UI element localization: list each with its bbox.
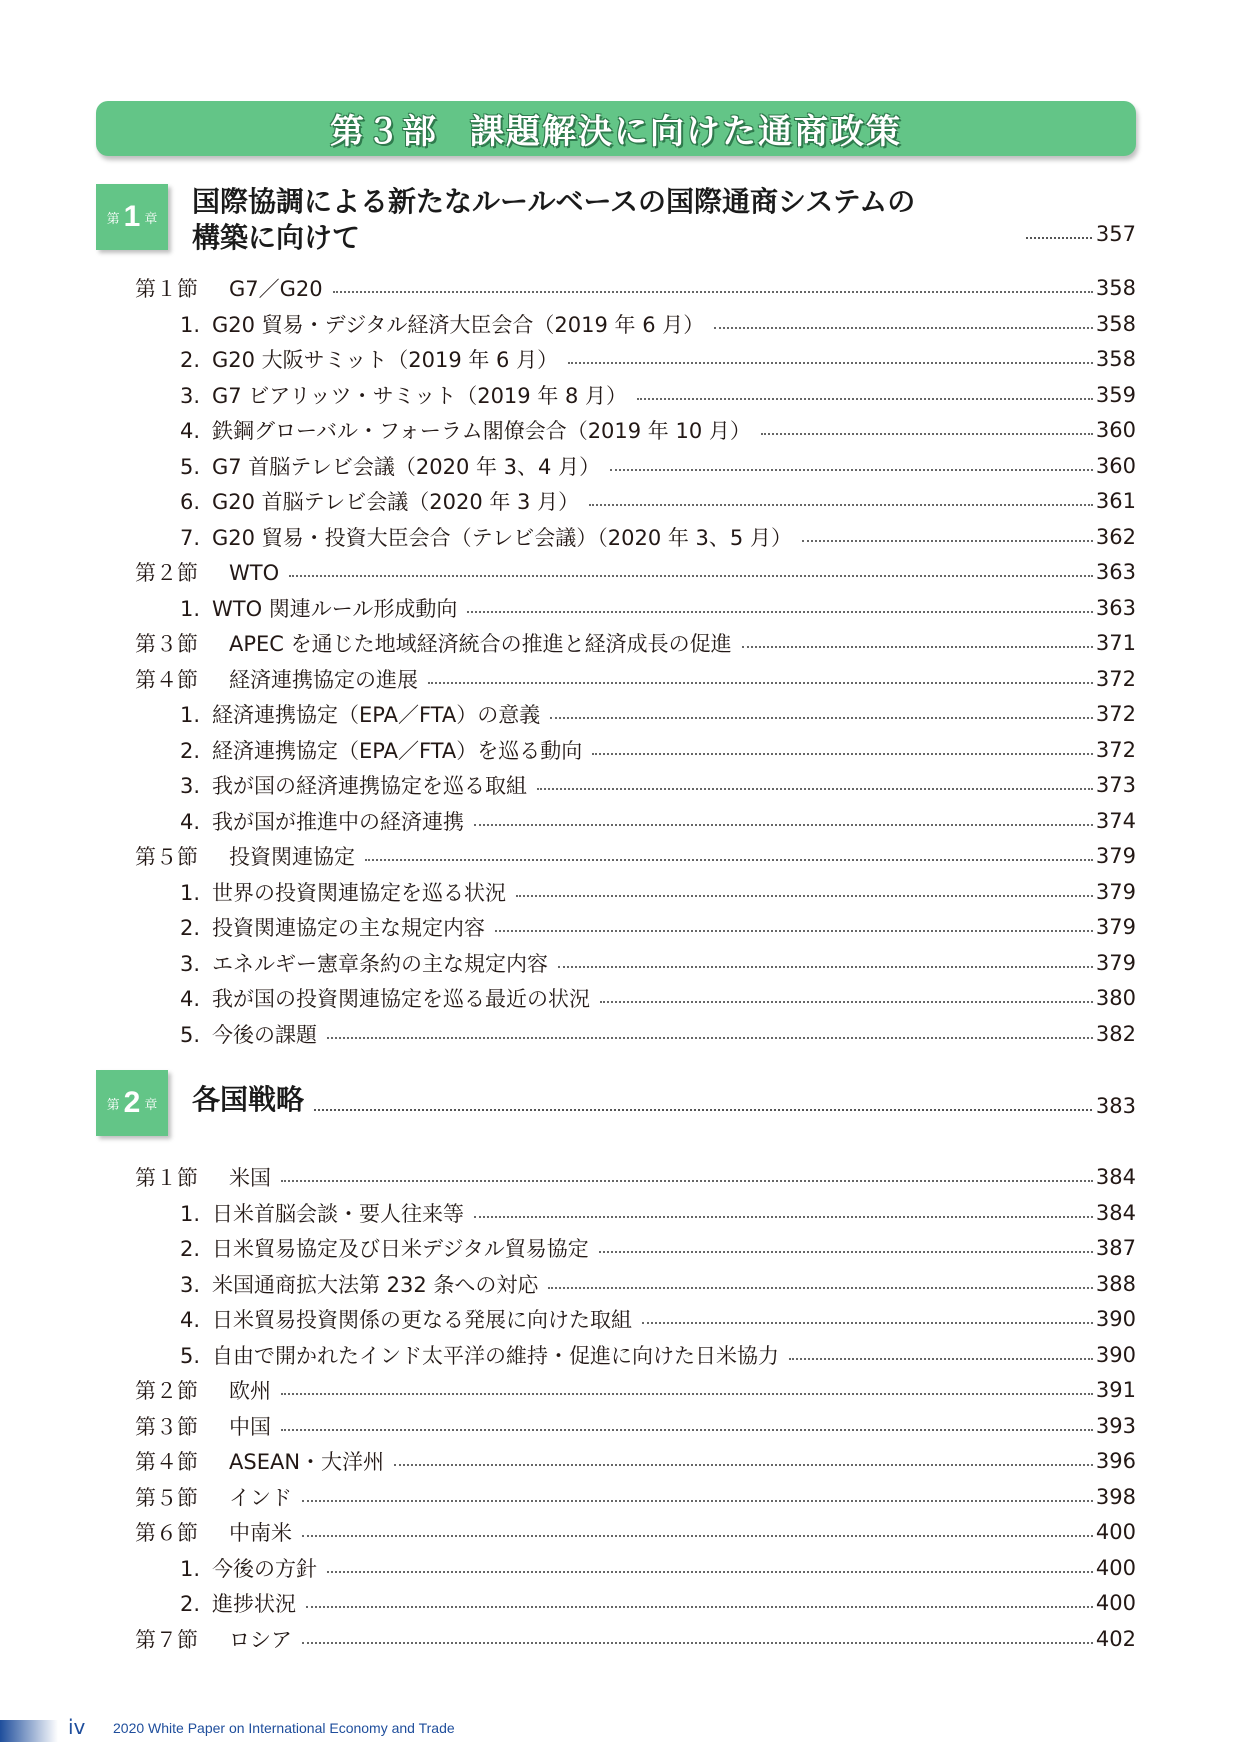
item-number: 1. bbox=[180, 880, 201, 905]
dot-leader bbox=[327, 1037, 1093, 1039]
toc-entry-label bbox=[180, 948, 548, 978]
section-title: 経済連携協定の進展 bbox=[229, 667, 418, 692]
item-number: 4. bbox=[180, 1308, 201, 1332]
part-banner bbox=[96, 101, 1136, 156]
page-number: 390 bbox=[1095, 1307, 1136, 1331]
dot-leader bbox=[742, 646, 1093, 648]
dot-leader bbox=[589, 504, 1093, 506]
page-number: 390 bbox=[1095, 1342, 1136, 1367]
section-number: 第１節 bbox=[135, 1166, 198, 1190]
toc-section-row[interactable] bbox=[135, 625, 1136, 661]
toc-item-row[interactable] bbox=[180, 590, 1136, 626]
section-number: 第５節 bbox=[135, 845, 198, 869]
toc-item-row[interactable] bbox=[180, 483, 1136, 519]
chapter-badge-suffix: 章 bbox=[144, 1097, 158, 1113]
chapter-page-number: 383 bbox=[1095, 1094, 1136, 1118]
chapter-title-row[interactable] bbox=[192, 1082, 1136, 1118]
item-number: 4. bbox=[180, 809, 201, 834]
toc-entry-label bbox=[180, 1553, 317, 1583]
part-title: 課題解決に向けた通商政策 bbox=[470, 112, 902, 152]
page-number: 379 bbox=[1095, 950, 1136, 975]
chapter-badge-prefix: 第 bbox=[106, 1097, 120, 1113]
chapter-title-line: 構築に向けて bbox=[192, 221, 361, 254]
dot-leader bbox=[610, 469, 1093, 471]
page-number: 358 bbox=[1095, 347, 1136, 371]
item-title: 今後の課題 bbox=[212, 1022, 317, 1047]
dot-leader bbox=[474, 824, 1093, 826]
page-number: 363 bbox=[1095, 560, 1136, 584]
item-number: 4. bbox=[180, 987, 201, 1011]
chapter-badge-suffix: 章 bbox=[144, 211, 158, 227]
dot-leader bbox=[281, 1180, 1093, 1182]
section-title: ロシア bbox=[229, 1627, 292, 1652]
section-number: 第４節 bbox=[135, 1450, 198, 1474]
toc-section-row[interactable] bbox=[135, 1514, 1136, 1550]
section-title: インド bbox=[229, 1485, 292, 1510]
section-number: 第７節 bbox=[135, 1627, 198, 1652]
page-number: 371 bbox=[1095, 631, 1136, 655]
toc-entry-label bbox=[135, 1624, 292, 1654]
dot-leader bbox=[592, 753, 1093, 755]
chapter-title-line: 国際協調による新たなルールベースの国際通商システムの bbox=[192, 185, 916, 218]
toc-entry-label bbox=[135, 273, 323, 303]
toc-entry-label bbox=[180, 806, 464, 836]
toc-section-row[interactable] bbox=[135, 1372, 1136, 1408]
toc-section-row[interactable] bbox=[135, 270, 1136, 306]
dot-leader bbox=[548, 1287, 1092, 1289]
item-title: 経済連携協定（EPA／FTA）を巡る動向 bbox=[212, 738, 583, 763]
toc-entry-label bbox=[135, 628, 732, 658]
section-title: APEC を通じた地域経済統合の推進と経済成長の促進 bbox=[229, 632, 732, 656]
item-title: 投資関連協定の主な規定内容 bbox=[212, 916, 485, 940]
page-number: 400 bbox=[1095, 1555, 1136, 1580]
item-number: 1. bbox=[180, 1201, 201, 1226]
dot-leader bbox=[302, 1535, 1093, 1537]
toc-entry-label bbox=[180, 1233, 589, 1263]
chapter-title: 各国戦略 bbox=[192, 1083, 305, 1116]
section-title: 中国 bbox=[229, 1414, 271, 1439]
page-number: 359 bbox=[1095, 382, 1136, 407]
toc-item-row[interactable] bbox=[180, 519, 1136, 555]
item-title: 日米首脳会談・要人往来等 bbox=[212, 1201, 464, 1226]
chapter-badge-number: 2 bbox=[123, 1086, 141, 1119]
section-number: 第４節 bbox=[135, 667, 198, 692]
item-number: 3. bbox=[180, 1272, 201, 1297]
chapter-page-ref bbox=[1026, 222, 1136, 246]
dot-leader bbox=[333, 291, 1093, 293]
dot-leader bbox=[327, 1571, 1093, 1573]
chapter-badge bbox=[96, 184, 168, 250]
item-number: 2. bbox=[180, 916, 201, 940]
dot-leader bbox=[714, 327, 1093, 329]
item-number: 1. bbox=[180, 703, 201, 727]
toc-item-row[interactable] bbox=[180, 732, 1136, 768]
page-number: 361 bbox=[1095, 489, 1136, 513]
dot-leader bbox=[761, 433, 1093, 435]
toc-entry-label bbox=[180, 699, 540, 729]
dot-leader bbox=[599, 1251, 1093, 1253]
item-title: G20 首脳テレビ会議（2020 年 3 月） bbox=[212, 490, 580, 514]
item-title: 鉄鋼グローバル・フォーラム閣僚会合（2019 年 10 月） bbox=[212, 419, 751, 443]
page-number: 380 bbox=[1095, 986, 1136, 1010]
toc-entry-label bbox=[180, 415, 751, 445]
dot-leader bbox=[302, 1500, 1093, 1502]
toc-item-row[interactable] bbox=[180, 377, 1136, 413]
toc-item-row[interactable] bbox=[180, 1301, 1136, 1337]
page-number: 379 bbox=[1095, 844, 1136, 868]
toc-entry-label bbox=[180, 1269, 538, 1299]
item-number: 5. bbox=[180, 454, 201, 479]
dot-leader bbox=[637, 398, 1093, 400]
item-number: 7. bbox=[180, 525, 201, 550]
toc-section-row[interactable] bbox=[135, 1408, 1136, 1444]
section-number: 第２節 bbox=[135, 1379, 198, 1403]
footer-accent-bar bbox=[0, 1720, 58, 1742]
dot-leader bbox=[394, 1464, 1093, 1466]
toc-entry-label bbox=[180, 877, 506, 907]
chapter-badge bbox=[96, 1070, 168, 1136]
item-title: 世界の投資関連協定を巡る状況 bbox=[212, 880, 506, 905]
toc-item-row[interactable] bbox=[180, 945, 1136, 981]
item-number: 1. bbox=[180, 312, 201, 337]
page-number: 362 bbox=[1095, 524, 1136, 549]
item-title: 自由で開かれたインド太平洋の維持・促進に向けた日米協力 bbox=[212, 1343, 779, 1368]
section-number: 第３節 bbox=[135, 1414, 198, 1439]
toc-item-row[interactable] bbox=[180, 1550, 1136, 1586]
dot-leader bbox=[495, 930, 1093, 932]
page-number: 360 bbox=[1095, 453, 1136, 478]
item-title: 我が国の経済連携協定を巡る取組 bbox=[212, 774, 527, 798]
toc-item-row[interactable] bbox=[180, 341, 1136, 377]
section-title: 中南米 bbox=[229, 1521, 292, 1545]
toc-item-row[interactable] bbox=[180, 1016, 1136, 1052]
item-title: 米国通商拡大法第 232 条への対応 bbox=[212, 1272, 539, 1297]
item-number: 2. bbox=[180, 348, 201, 372]
toc-entry-label bbox=[180, 451, 600, 481]
item-title: G20 貿易・投資大臣会合（テレビ会議）（2020 年 3、5 月） bbox=[212, 525, 792, 550]
toc-item-row[interactable] bbox=[180, 1266, 1136, 1302]
toc-entry-label bbox=[135, 1375, 271, 1405]
toc-entry-label bbox=[180, 1019, 317, 1049]
dot-leader bbox=[281, 1393, 1093, 1395]
toc-entry-label bbox=[135, 664, 418, 694]
page-number: 358 bbox=[1095, 311, 1136, 336]
page-number: 388 bbox=[1095, 1271, 1136, 1296]
toc-section-row[interactable] bbox=[135, 1621, 1136, 1657]
footer-page-number: iv bbox=[68, 1715, 86, 1739]
toc-entry-label bbox=[180, 1588, 296, 1618]
page-number: 382 bbox=[1095, 1021, 1136, 1046]
item-title: 我が国の投資関連協定を巡る最近の状況 bbox=[212, 987, 590, 1011]
page-number: 363 bbox=[1095, 595, 1136, 620]
page-number: 391 bbox=[1095, 1378, 1136, 1402]
toc-item-row[interactable] bbox=[180, 412, 1136, 448]
dot-leader bbox=[600, 1001, 1093, 1003]
toc-section-row[interactable] bbox=[135, 1443, 1136, 1479]
page-number: 400 bbox=[1095, 1591, 1136, 1615]
toc-entry-label bbox=[180, 1198, 464, 1228]
toc-item-row[interactable] bbox=[180, 306, 1136, 342]
toc-item-row[interactable] bbox=[180, 1585, 1136, 1621]
item-number: 2. bbox=[180, 1237, 201, 1261]
section-title: ASEAN・大洋州 bbox=[229, 1450, 385, 1474]
dot-leader bbox=[789, 1358, 1093, 1360]
toc-item-row[interactable] bbox=[180, 767, 1136, 803]
toc-entry-label bbox=[180, 983, 590, 1013]
toc-item-row[interactable] bbox=[180, 980, 1136, 1016]
item-number: 5. bbox=[180, 1343, 201, 1368]
dot-leader bbox=[474, 1216, 1093, 1218]
dot-leader bbox=[289, 575, 1093, 577]
page-number: 372 bbox=[1095, 737, 1136, 762]
item-number: 5. bbox=[180, 1022, 201, 1047]
section-number: 第３節 bbox=[135, 632, 198, 656]
page-number: 396 bbox=[1095, 1449, 1136, 1473]
section-number: 第６節 bbox=[135, 1521, 198, 1545]
dot-leader bbox=[302, 1642, 1093, 1644]
chapter-badge-number: 1 bbox=[123, 200, 141, 233]
item-number: 6. bbox=[180, 490, 201, 514]
dot-leader bbox=[428, 682, 1093, 684]
item-number: 3. bbox=[180, 951, 201, 976]
dot-leader bbox=[568, 362, 1093, 364]
section-title: 欧州 bbox=[229, 1379, 271, 1403]
toc-item-row[interactable] bbox=[180, 1337, 1136, 1373]
item-title: G20 貿易・デジタル経済大臣会合（2019 年 6 月） bbox=[212, 312, 705, 337]
toc-entry-label bbox=[135, 1411, 271, 1441]
page-number: 379 bbox=[1095, 879, 1136, 904]
page-number: 372 bbox=[1095, 702, 1136, 726]
page-number: 374 bbox=[1095, 808, 1136, 833]
footer-publication-title: 2020 White Paper on International Economy and Trade bbox=[113, 1720, 455, 1736]
section-number: 第１節 bbox=[135, 277, 198, 301]
item-number: 4. bbox=[180, 419, 201, 443]
toc-entry-label bbox=[135, 1162, 271, 1192]
dot-leader bbox=[558, 966, 1093, 968]
toc-section-row[interactable] bbox=[135, 554, 1136, 590]
toc-item-row[interactable] bbox=[180, 448, 1136, 484]
chapter-page-number[interactable]: 357 bbox=[1095, 222, 1136, 246]
section-title: G7／G20 bbox=[229, 277, 323, 301]
dot-leader bbox=[802, 540, 1093, 542]
section-title: 米国 bbox=[229, 1166, 271, 1190]
toc-entry-label bbox=[180, 593, 457, 623]
item-title: 我が国が推進中の経済連携 bbox=[212, 809, 464, 834]
item-number: 2. bbox=[180, 738, 201, 763]
toc-entry-label bbox=[180, 522, 792, 552]
chapter-title bbox=[192, 184, 915, 256]
page-number: 372 bbox=[1095, 666, 1136, 691]
item-title: WTO 関連ルール形成動向 bbox=[212, 596, 458, 621]
dot-leader bbox=[281, 1429, 1093, 1431]
dot-leader bbox=[306, 1606, 1093, 1608]
toc-entry-label bbox=[135, 557, 279, 587]
chapter-badge-prefix: 第 bbox=[106, 211, 120, 227]
page-number: 379 bbox=[1095, 915, 1136, 939]
item-title: 経済連携協定（EPA／FTA）の意義 bbox=[212, 703, 541, 727]
toc-section-row[interactable] bbox=[135, 838, 1136, 874]
page-number: 360 bbox=[1095, 418, 1136, 442]
toc-section-row[interactable] bbox=[135, 1159, 1136, 1195]
toc-entry-label bbox=[180, 735, 582, 765]
toc-item-row[interactable] bbox=[180, 696, 1136, 732]
toc-entry-label bbox=[180, 912, 485, 942]
part-label: 第３部 bbox=[330, 112, 438, 152]
item-title: 日米貿易投資関係の更なる発展に向けた取組 bbox=[212, 1308, 632, 1332]
dot-leader bbox=[365, 859, 1093, 861]
dot-leader bbox=[550, 717, 1093, 719]
item-title: 日米貿易協定及び日米デジタル貿易協定 bbox=[212, 1237, 589, 1261]
toc-entry-label bbox=[135, 841, 355, 871]
toc-entry-label bbox=[180, 770, 527, 800]
page-number: 384 bbox=[1095, 1200, 1136, 1225]
item-title: G7 ビアリッツ・サミット（2019 年 8 月） bbox=[212, 383, 628, 408]
item-title: 進捗状況 bbox=[212, 1592, 296, 1616]
toc-entry-label bbox=[180, 344, 558, 374]
item-title: エネルギー憲章条約の主な規定内容 bbox=[212, 951, 548, 976]
toc-item-row[interactable] bbox=[180, 1195, 1136, 1231]
section-title: WTO bbox=[229, 561, 280, 585]
toc-item-row[interactable] bbox=[180, 874, 1136, 910]
toc-entry-label bbox=[135, 1446, 384, 1476]
item-number: 1. bbox=[180, 596, 201, 621]
toc-entry-label bbox=[180, 1340, 779, 1370]
dot-leader bbox=[516, 895, 1093, 897]
page-number: 373 bbox=[1095, 773, 1136, 797]
item-title: G20 大阪サミット（2019 年 6 月） bbox=[212, 348, 559, 372]
toc-section-row[interactable] bbox=[135, 661, 1136, 697]
item-number: 3. bbox=[180, 383, 201, 408]
page-number: 398 bbox=[1095, 1484, 1136, 1509]
section-number: 第５節 bbox=[135, 1485, 198, 1510]
item-title: G7 首脳テレビ会議（2020 年 3、4 月） bbox=[212, 454, 601, 479]
toc-entry-label bbox=[135, 1482, 292, 1512]
item-number: 3. bbox=[180, 774, 201, 798]
toc-item-row[interactable] bbox=[180, 909, 1136, 945]
toc-entry-label bbox=[180, 309, 704, 339]
page-number: 393 bbox=[1095, 1413, 1136, 1438]
toc-entry-label bbox=[180, 380, 627, 410]
page-number: 402 bbox=[1095, 1626, 1136, 1651]
toc-entry-label bbox=[180, 1304, 632, 1334]
toc-item-row[interactable] bbox=[180, 1230, 1136, 1266]
toc-item-row[interactable] bbox=[180, 803, 1136, 839]
section-number: 第２節 bbox=[135, 561, 198, 585]
page-number: 384 bbox=[1095, 1165, 1136, 1189]
item-number: 1. bbox=[180, 1556, 201, 1581]
item-title: 今後の方針 bbox=[212, 1556, 317, 1581]
dot-leader bbox=[467, 611, 1093, 613]
toc-entry-label bbox=[180, 486, 579, 516]
page-number: 400 bbox=[1095, 1520, 1136, 1544]
page-number: 387 bbox=[1095, 1236, 1136, 1260]
dot-leader bbox=[642, 1322, 1093, 1324]
toc-section-row[interactable] bbox=[135, 1479, 1136, 1515]
page-number: 358 bbox=[1095, 276, 1136, 300]
toc-entry-label bbox=[135, 1517, 292, 1547]
item-number: 2. bbox=[180, 1592, 201, 1616]
dot-leader bbox=[537, 788, 1093, 790]
section-title: 投資関連協定 bbox=[229, 845, 355, 869]
